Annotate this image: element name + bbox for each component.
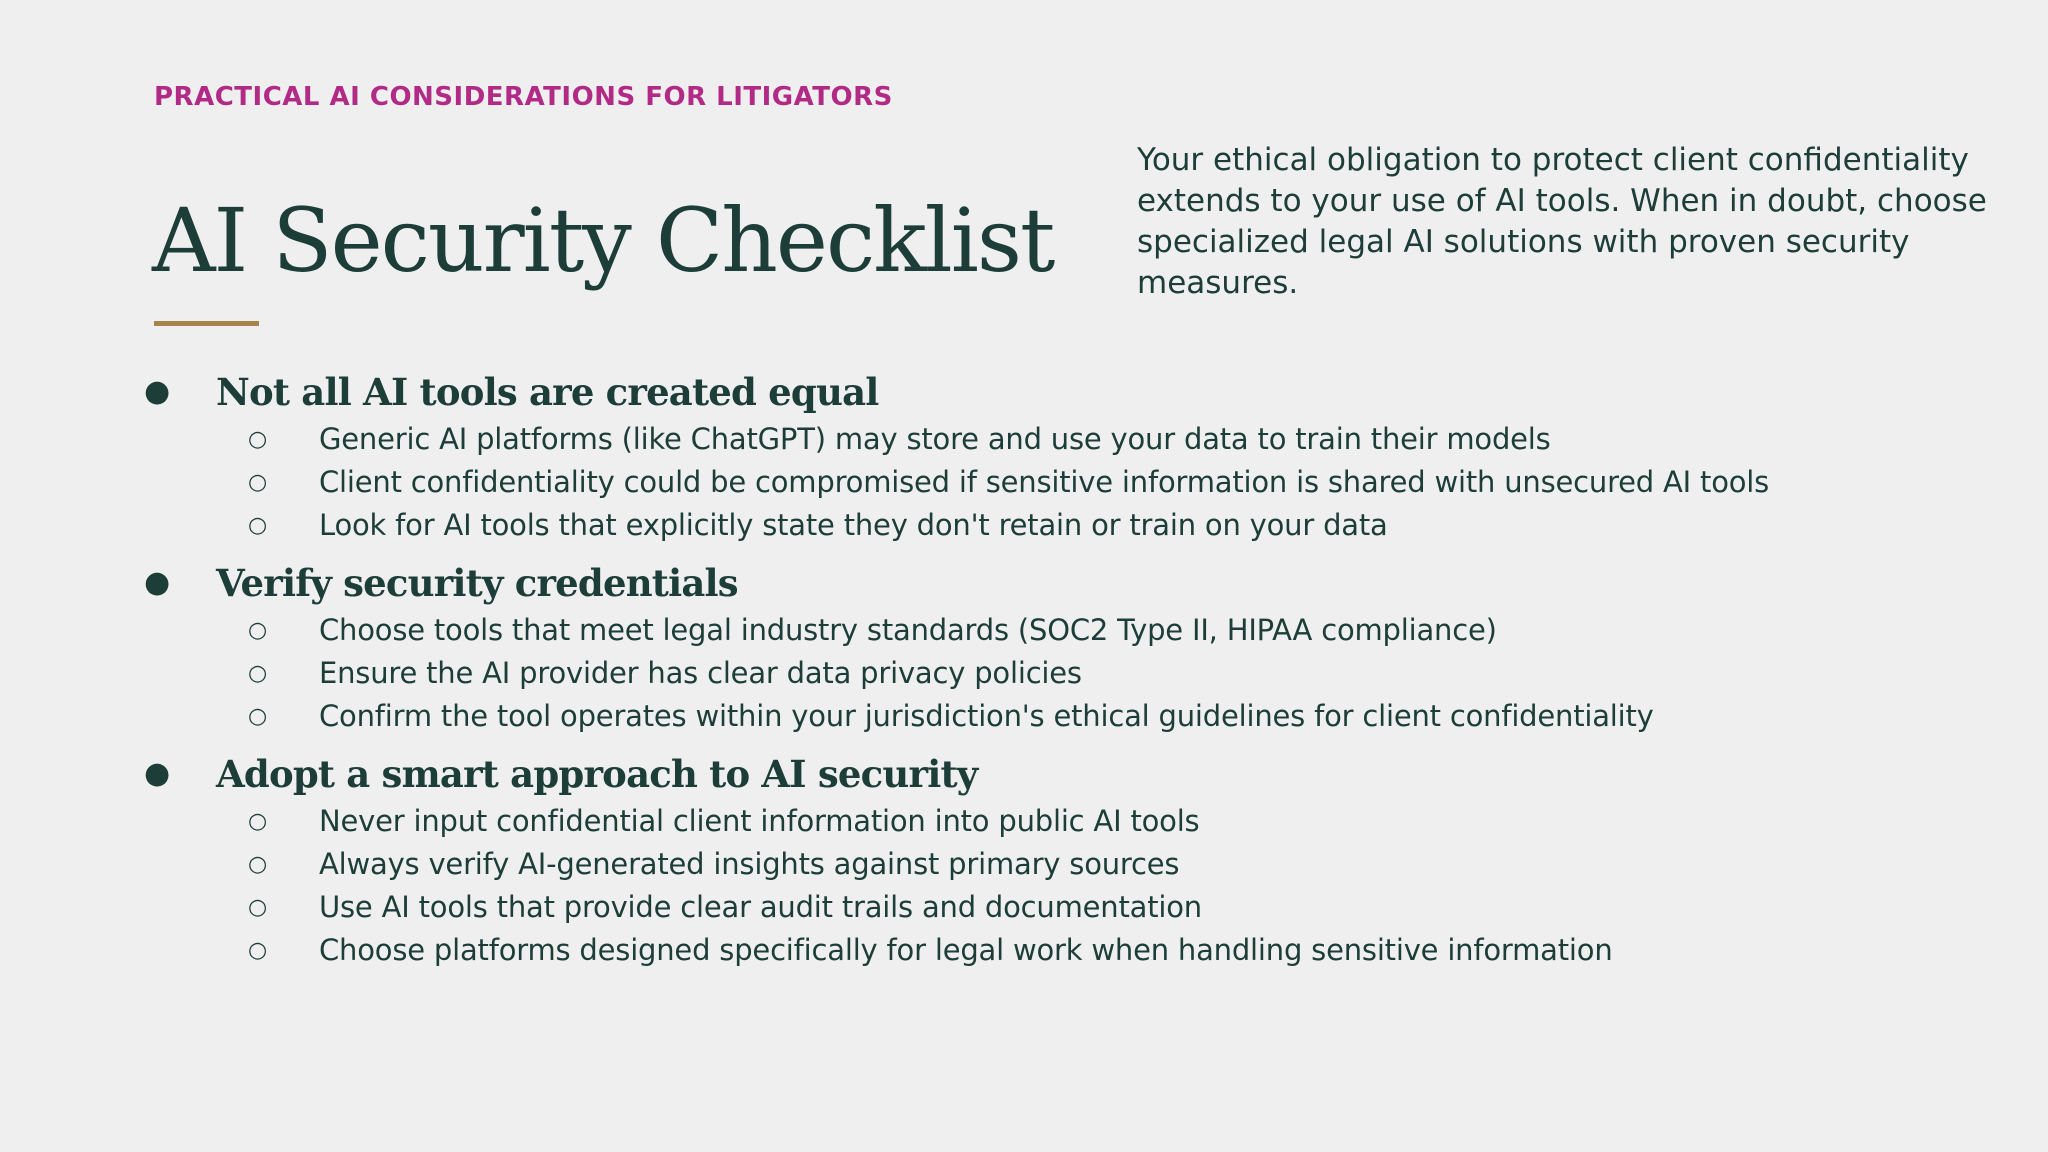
hollow-bullet-icon: ○: [248, 895, 268, 920]
sub-list: [0, 800, 2048, 972]
hollow-bullet-icon: ○: [248, 704, 268, 729]
checklist-section: [0, 557, 2048, 738]
filled-bullet-icon: ●: [144, 374, 171, 409]
list-item: [0, 461, 2048, 504]
section-title: Not all AI tools are created equal: [216, 370, 879, 414]
list-item-text: Choose platforms designed specifically for legal work when handling sensitive information: [319, 933, 1613, 967]
intro-paragraph: Your ethical obligation to protect client confidentiality extends to your use of AI tools. When in doubt, choose specialized legal AI solutions with proven security measures.: [1137, 142, 1987, 301]
section-title: Verify security credentials: [216, 561, 738, 605]
hollow-bullet-icon: ○: [248, 470, 268, 495]
list-item: [0, 695, 2048, 738]
hollow-bullet-icon: ○: [248, 661, 268, 686]
hollow-bullet-icon: ○: [248, 852, 268, 877]
list-item-text: Use AI tools that provide clear audit trails and documentation: [319, 890, 1202, 924]
list-item: [0, 929, 2048, 972]
list-item-text: Client confidentiality could be compromised if sensitive information is shared with unsecured AI tools: [319, 465, 1770, 499]
hollow-bullet-icon: ○: [248, 938, 268, 963]
slide-eyebrow: PRACTICAL AI CONSIDERATIONS FOR LITIGATORS: [154, 82, 893, 112]
list-item: [0, 504, 2048, 547]
section-title: Adopt a smart approach to AI security: [216, 752, 978, 796]
checklist-section: [0, 748, 2048, 972]
list-item-text: Confirm the tool operates within your jurisdiction's ethical guidelines for client confidentiality: [319, 699, 1654, 733]
list-item: [0, 800, 2048, 843]
section-header: [0, 748, 2048, 800]
list-item-text: Look for AI tools that explicitly state they don't retain or train on your data: [319, 508, 1388, 542]
list-item-text: Ensure the AI provider has clear data privacy policies: [319, 656, 1082, 690]
section-header: [0, 557, 2048, 609]
slide-title: AI Security Checklist: [152, 189, 1054, 292]
filled-bullet-icon: ●: [144, 756, 171, 791]
hollow-bullet-icon: ○: [248, 809, 268, 834]
list-item: [0, 843, 2048, 886]
checklist: [0, 366, 2048, 982]
hollow-bullet-icon: ○: [248, 618, 268, 643]
list-item: [0, 652, 2048, 695]
list-item: [0, 609, 2048, 652]
list-item-text: Choose tools that meet legal industry standards (SOC2 Type II, HIPAA compliance): [319, 613, 1497, 647]
title-underline: [154, 321, 259, 326]
sub-list: [0, 609, 2048, 738]
list-item-text: Never input confidential client information into public AI tools: [319, 804, 1200, 838]
hollow-bullet-icon: ○: [248, 427, 268, 452]
list-item: [0, 886, 2048, 929]
filled-bullet-icon: ●: [144, 565, 171, 600]
checklist-section: [0, 366, 2048, 547]
sub-list: [0, 418, 2048, 547]
section-header: [0, 366, 2048, 418]
hollow-bullet-icon: ○: [248, 513, 268, 538]
list-item-text: Generic AI platforms (like ChatGPT) may store and use your data to train their models: [319, 422, 1551, 456]
list-item-text: Always verify AI-generated insights against primary sources: [319, 847, 1180, 881]
list-item: [0, 418, 2048, 461]
